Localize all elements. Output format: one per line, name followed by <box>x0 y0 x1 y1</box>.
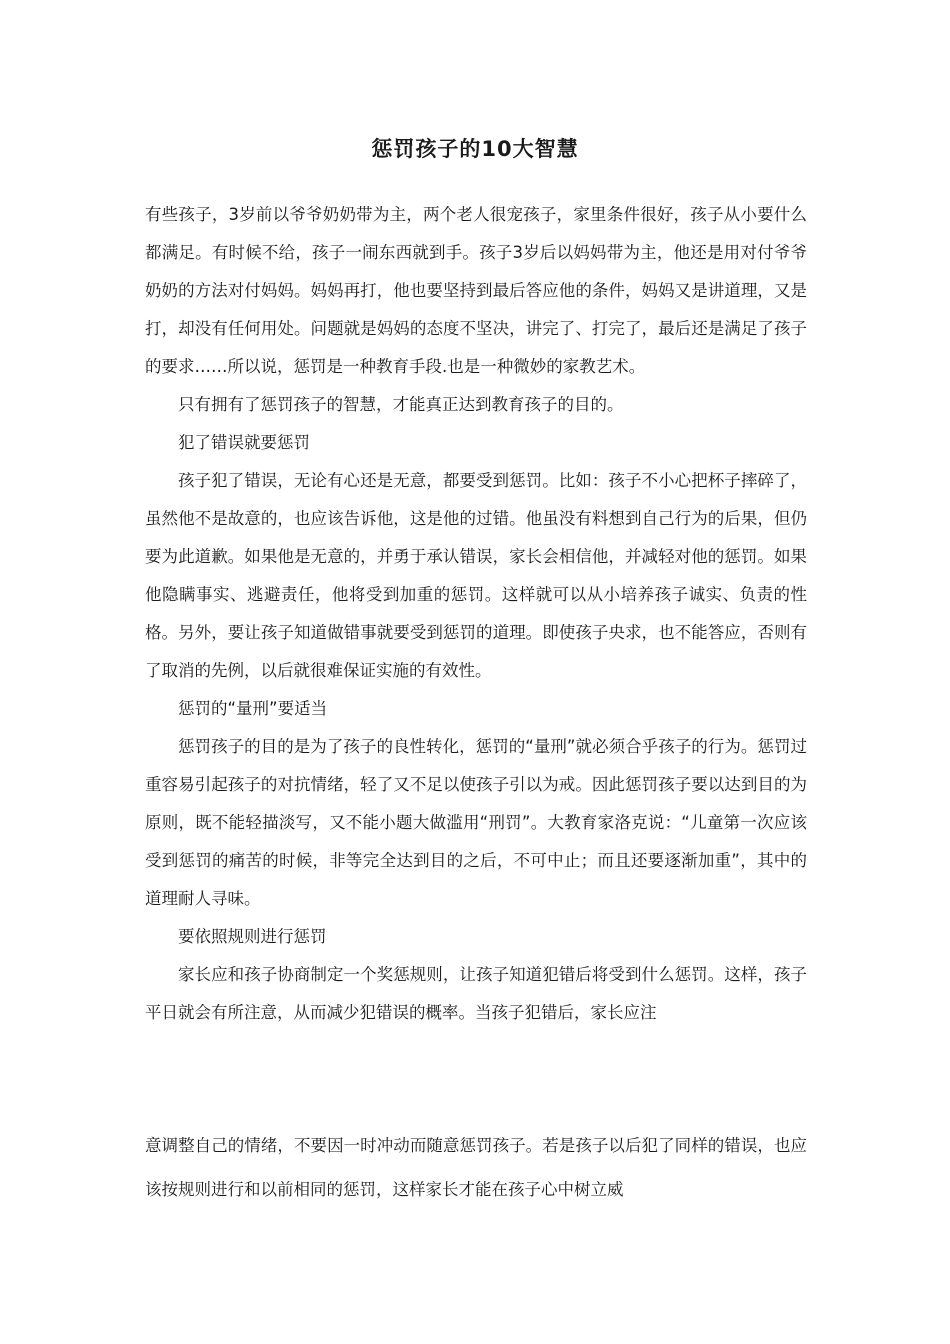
paragraph-section-2: 惩罚孩子的目的是为了孩子的良性转化，惩罚的“量刑”就必须合乎孩子的行为。惩罚过重容易引起孩子的对抗情绪，轻了又不足以使孩子引以为戒。因此惩罚孩子要以达到目的为原则，既不能轻描淡写，又不能小题大做滥用“刑罚”。大教育家洛克说：“儿童第一次应该受到惩罚的痛苦的时候，非等完全达到目的之后，不可中止；而且还要逐渐加重”，其中的道理耐人寻味。 <box>145 737 807 908</box>
section-heading-3: 要依照规则进行惩罚 <box>178 927 327 946</box>
paragraph-section-3: 家长应和孩子协商制定一个奖惩规则，让孩子知道犯错后将受到什么惩罚。这样，孩子平日就会有所注意，从而减少犯错误的概率。当孩子犯错后，家长应注 <box>145 965 807 1022</box>
section-heading-2: 惩罚的“量刑”要适当 <box>178 699 328 718</box>
paragraph-section-1: 孩子犯了错误，无论有心还是无意，都要受到惩罚。比如：孩子不小心把杯子摔碎了，虽然他不是故意的，也应该告诉他，这是他的过错。他虽没有料想到自己行为的后果，但仍要为此道歉。如果他是无意的，并勇于承认错误，家长会相信他，并减轻对他的惩罚。如果他隐瞒事实、逃避责任，他将受到加重的惩罚。这样就可以从小培养孩子诚实、负责的性格。另外，要让孩子知道做错事就要受到惩罚的道理。即使孩子央求，也不能答应，否则有了取消的先例，以后就很难保证实施的有效性。 <box>145 471 807 680</box>
paragraph-intro: 有些孩子，3岁前以爷爷奶奶带为主，两个老人很宠孩子，家里条件很好，孩子从小要什么都满足。有时候不给，孩子一闹东西就到手。孩子3岁后以妈妈带为主，他还是用对付爷爷奶奶的方法对付妈妈。妈妈再打，他也要坚持到最后答应他的条件，妈妈又是讲道理，又是打，却没有任何用处。问题就是妈妈的态度不坚决，讲完了、打完了，最后还是满足了孩子的要求……所以说，惩罚是一种教育手段.也是一种微妙的家教艺术。 <box>145 205 807 376</box>
section-heading-1: 犯了错误就要惩罚 <box>178 433 310 452</box>
document-body-continued <box>145 1124 807 1212</box>
document-body <box>145 196 807 1032</box>
document-title: 惩罚孩子的10大智慧 <box>371 137 579 161</box>
paragraph-section-3-continued: 意调整自己的情绪，不要因一时冲动而随意惩罚孩子。若是孩子以后犯了同样的错误，也应该按规则进行和以前相同的惩罚，这样家长才能在孩子心中树立威 <box>145 1136 807 1199</box>
paragraph-summary: 只有拥有了惩罚孩子的智慧，才能真正达到教育孩子的目的。 <box>178 395 624 414</box>
